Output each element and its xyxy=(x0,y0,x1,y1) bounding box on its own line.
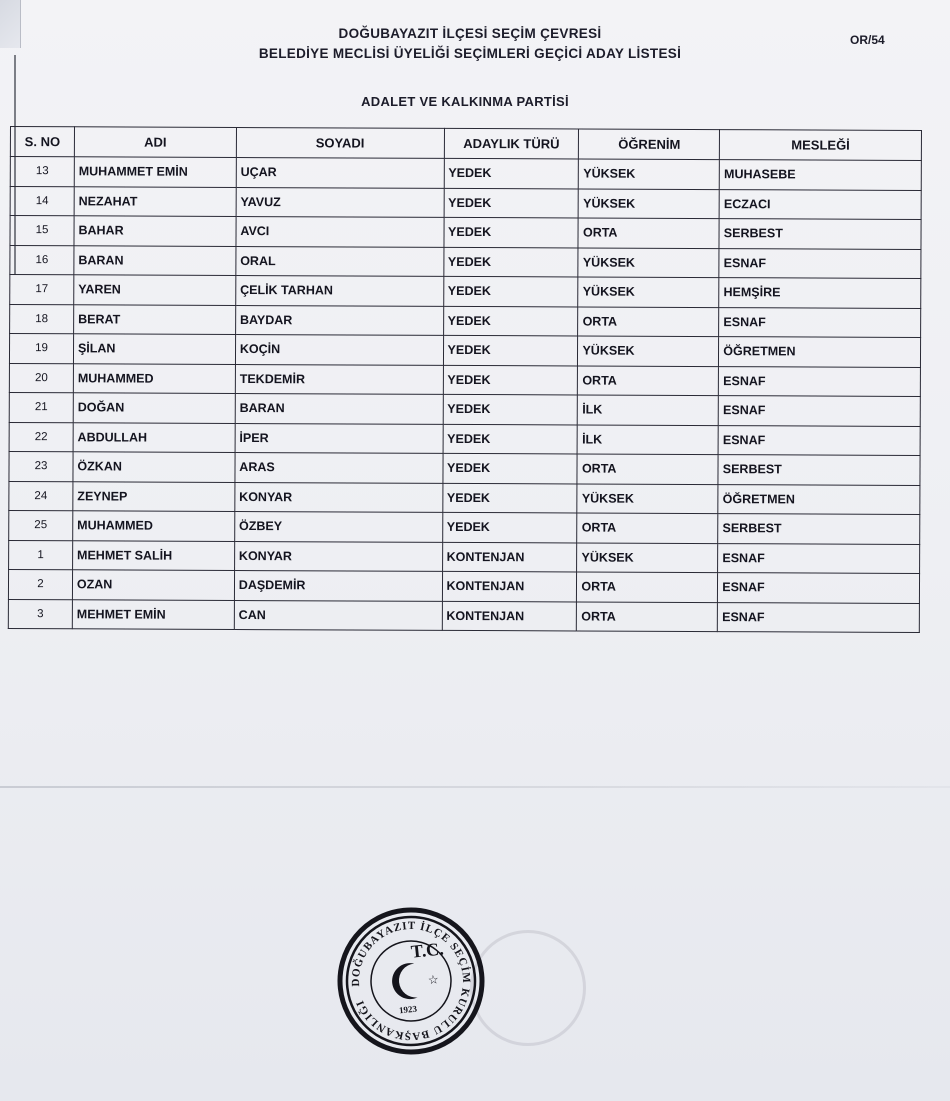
cell-surname: YAVUZ xyxy=(236,187,444,217)
cell-occupation: SERBEST xyxy=(718,455,920,485)
cell-education: YÜKSEK xyxy=(578,277,719,307)
cell-education: YÜKSEK xyxy=(577,483,718,513)
cell-name: ZEYNEP xyxy=(73,481,235,511)
cell-education: ORTA xyxy=(578,306,719,336)
document-header xyxy=(180,24,760,64)
cell-occupation: SERBEST xyxy=(719,219,921,249)
paper-fold xyxy=(0,786,950,788)
cell-candidacy-type: YEDEK xyxy=(443,335,578,365)
column-header-name: ADI xyxy=(74,127,236,158)
cell-surname: ÇELİK TARHAN xyxy=(236,275,444,305)
cell-surname: AVCI xyxy=(236,216,444,246)
column-header-no: S. NO xyxy=(10,127,74,157)
cell-no: 15 xyxy=(10,216,74,246)
cell-candidacy-type: YEDEK xyxy=(444,188,579,218)
column-header-education: ÖĞRENİM xyxy=(579,129,720,160)
cell-education: ORTA xyxy=(577,454,718,484)
table-row xyxy=(10,245,921,278)
table-row xyxy=(9,540,920,573)
folded-corner xyxy=(0,0,21,48)
column-header-type: ADAYLIK TÜRÜ xyxy=(444,128,579,159)
cell-education: YÜKSEK xyxy=(579,159,720,189)
cell-no: 18 xyxy=(10,304,74,334)
cell-candidacy-type: KONTENJAN xyxy=(442,571,577,601)
cell-name: MUHAMMED xyxy=(73,363,235,393)
table-row xyxy=(9,334,920,367)
cell-occupation: ESNAF xyxy=(718,602,920,632)
table-row xyxy=(10,157,921,190)
cell-candidacy-type: YEDEK xyxy=(443,424,578,454)
cell-name: ABDULLAH xyxy=(73,422,235,452)
table-row xyxy=(9,510,920,543)
cell-candidacy-type: YEDEK xyxy=(443,276,578,306)
cell-no: 24 xyxy=(9,481,73,511)
seal-center: T.C. xyxy=(409,938,445,962)
svg-text:DOĞUBAYAZIT İLÇE SEÇİM KURULU xyxy=(344,914,478,1048)
cell-surname: TEKDEMİR xyxy=(235,364,443,394)
cell-name: MUHAMMET EMİN xyxy=(74,157,236,187)
table-row xyxy=(9,392,920,425)
cell-surname: KONYAR xyxy=(234,541,442,571)
cell-name: BARAN xyxy=(74,245,236,275)
official-seal xyxy=(329,899,494,1064)
cell-no: 22 xyxy=(9,422,73,452)
table-row xyxy=(10,275,921,308)
cell-occupation: ECZACI xyxy=(719,189,921,219)
table-row xyxy=(9,363,920,396)
cell-name: BERAT xyxy=(74,304,236,334)
cell-no: 16 xyxy=(10,245,74,275)
cell-occupation: MUHASEBE xyxy=(719,160,921,190)
cell-education: YÜKSEK xyxy=(578,336,719,366)
cell-no: 13 xyxy=(10,157,74,187)
cell-occupation: ESNAF xyxy=(719,248,921,278)
cell-education: ORTA xyxy=(578,365,719,395)
cell-name: ŞİLAN xyxy=(73,334,235,364)
cell-candidacy-type: YEDEK xyxy=(442,483,577,513)
cell-name: ÖZKAN xyxy=(73,452,235,482)
cell-education: YÜKSEK xyxy=(577,542,718,572)
table-row xyxy=(9,481,920,514)
cell-surname: DAŞDEMİR xyxy=(234,570,442,600)
cell-education: İLK xyxy=(578,424,719,454)
cell-name: OZAN xyxy=(72,570,234,600)
column-header-surname: SOYADI xyxy=(236,127,444,158)
table-row xyxy=(10,186,921,219)
cell-education: İLK xyxy=(578,395,719,425)
cell-no: 23 xyxy=(9,451,73,481)
cell-surname: KONYAR xyxy=(235,482,443,512)
cell-occupation: ESNAF xyxy=(719,307,921,337)
cell-education: YÜKSEK xyxy=(579,188,720,218)
cell-education: ORTA xyxy=(578,218,719,248)
table-row xyxy=(9,422,920,455)
cell-occupation: ÖĞRETMEN xyxy=(719,337,921,367)
table-row xyxy=(10,216,921,249)
cell-no: 2 xyxy=(8,569,72,599)
cell-candidacy-type: YEDEK xyxy=(443,247,578,277)
cell-candidacy-type: YEDEK xyxy=(443,365,578,395)
table-row xyxy=(8,599,919,632)
cell-name: DOĞAN xyxy=(73,393,235,423)
table-row xyxy=(9,451,920,484)
cell-occupation: HEMŞİRE xyxy=(719,278,921,308)
title-line-2: BELEDİYE MECLİSİ ÜYELİĞİ SEÇİMLERİ GEÇİCİ ADAY LİSTESİ xyxy=(258,46,682,61)
cell-name: MUHAMMED xyxy=(73,511,235,541)
cell-surname: ORAL xyxy=(236,246,444,276)
svg-text:☆: ☆ xyxy=(427,972,440,988)
cell-candidacy-type: YEDEK xyxy=(442,453,577,483)
form-code: OR/54 xyxy=(850,33,885,47)
cell-occupation: ESNAF xyxy=(718,396,920,426)
cell-candidacy-type: YEDEK xyxy=(444,217,579,247)
cell-no: 3 xyxy=(8,599,72,629)
table-header-row xyxy=(10,127,921,161)
cell-education: ORTA xyxy=(577,572,718,602)
cell-name: YAREN xyxy=(74,275,236,305)
cell-surname: İPER xyxy=(235,423,443,453)
cell-candidacy-type: YEDEK xyxy=(443,394,578,424)
cell-occupation: ESNAF xyxy=(719,366,921,396)
cell-name: BAHAR xyxy=(74,216,236,246)
cell-name: MEHMET EMİN xyxy=(72,599,234,629)
cell-surname: UÇAR xyxy=(236,157,444,187)
cell-candidacy-type: KONTENJAN xyxy=(442,601,577,631)
cell-education: YÜKSEK xyxy=(578,247,719,277)
cell-name: MEHMET SALİH xyxy=(73,540,235,570)
party-name: ADALET VE KALKINMA PARTİSİ xyxy=(361,94,569,109)
cell-no: 25 xyxy=(9,510,73,540)
cell-no: 19 xyxy=(9,334,73,364)
cell-name: NEZAHAT xyxy=(74,186,236,216)
table-row xyxy=(10,304,921,337)
title-line-1: DOĞUBAYAZIT İLÇESİ SEÇİM ÇEVRESİ xyxy=(338,26,602,41)
cell-occupation: ESNAF xyxy=(718,543,920,573)
seal-ring-text: DOĞUBAYAZIT İLÇE SEÇİM KURULU BAŞKANLIĞI xyxy=(349,919,473,1043)
table-row xyxy=(8,569,919,602)
seal-year: 1923 xyxy=(398,1003,418,1016)
cell-occupation: ESNAF xyxy=(718,425,920,455)
cell-surname: ÖZBEY xyxy=(235,511,443,541)
cell-surname: KOÇİN xyxy=(235,334,443,364)
cell-education: ORTA xyxy=(577,513,718,543)
cell-candidacy-type: KONTENJAN xyxy=(442,542,577,572)
cell-occupation: ESNAF xyxy=(718,573,920,603)
cell-surname: BAYDAR xyxy=(235,305,443,335)
cell-no: 17 xyxy=(10,275,74,305)
cell-occupation: ÖĞRETMEN xyxy=(718,484,920,514)
cell-education: ORTA xyxy=(577,601,718,631)
column-header-job: MESLEĞİ xyxy=(720,130,922,161)
cell-no: 21 xyxy=(9,392,73,422)
cell-surname: CAN xyxy=(234,600,442,630)
cell-candidacy-type: YEDEK xyxy=(443,306,578,336)
cell-surname: ARAS xyxy=(235,452,443,482)
cell-candidacy-type: YEDEK xyxy=(444,158,579,188)
cell-candidacy-type: YEDEK xyxy=(442,512,577,542)
cell-occupation: SERBEST xyxy=(718,514,920,544)
cell-surname: BARAN xyxy=(235,393,443,423)
cell-no: 20 xyxy=(9,363,73,393)
cell-no: 1 xyxy=(9,540,73,570)
cell-no: 14 xyxy=(10,186,74,216)
candidate-table xyxy=(8,126,922,633)
